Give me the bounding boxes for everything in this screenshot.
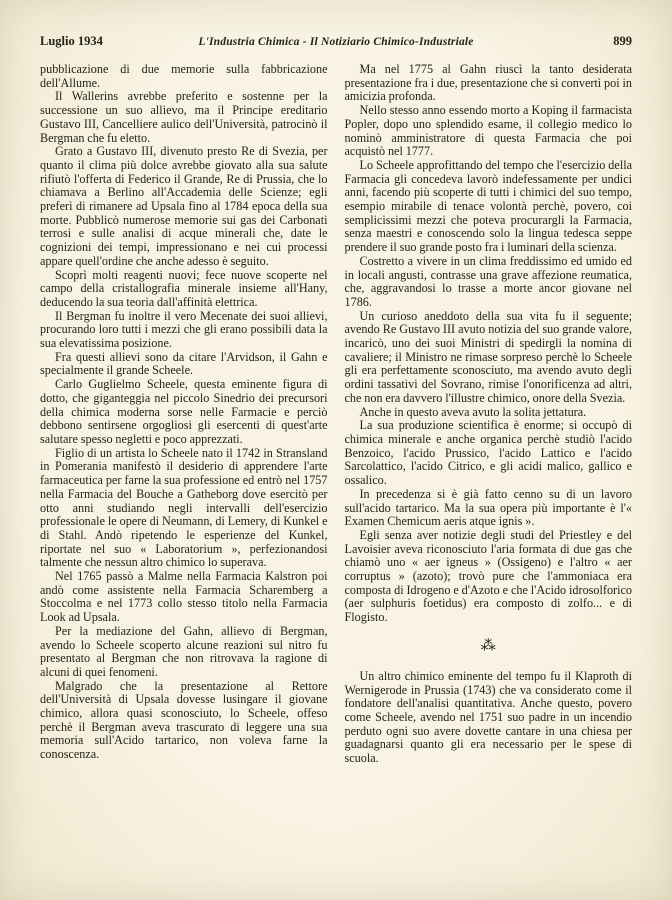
left-column — [40, 63, 328, 766]
paragraph: Un altro chimico eminente del tempo fu il Klaproth di Wernigerode in Prussia (1743) che va considerato come il fondatore dell'analisi quantitativa. Anche questo, povero come Scheele, avendo nel 1751 suo padre in un incendio perduto ogni suo avere dovette cantare in una chiesa per guadagnarsi quanto gli era necessario per le spese di scuola. — [344, 668, 632, 766]
article-body — [40, 63, 632, 766]
issue-date: Luglio 1934 — [40, 34, 103, 48]
journal-title: L'Industria Chimica - Il Notiziario Chimico-Industriale — [198, 36, 474, 48]
page-number: 899 — [613, 34, 632, 48]
paragraph: Grato a Gustavo III, divenuto presto Re di Svezia, per quanto il clima più dolce avrebbe giovato alla sua salute rifiutò l'offerta di Federico il Grande, Re di Prussia, che lo chiamava a Berlino all'Accademia delle Scienze; egli preferì di rimanere ad Upsala fino al 1784 epoca della sua morte. Pubblicò numerose memorie sui gas dei Carbonati terrosi e sulle analisi di acque minerali che, date le cognizioni dei tempi, impressionano e nei cui processi appare quell'ordine che anche adesso è seguito. — [40, 144, 328, 268]
paragraph: Il Wallerins avrebbe preferito e sostenne per la successione un suo allievo, ma il Principe ereditario Gustavo III, Cancelliere aulico dell'Università, patrocinò il Bergman che fu eletto. — [40, 89, 328, 145]
paragraph: La sua produzione scientifica è enorme; si occupò di chimica minerale e anche organica perchè studiò l'acido Benzoico, l'acido Prussico, l'acido Lattico e l'acido Sarcolattico, l'acido Citrico, e gli acidi malico, gallico e ossalico. — [344, 418, 632, 488]
paragraph: Malgrado che la presentazione al Rettore dell'Università di Upsala dovesse lusingare il giovane chimico, allora quasi sconosciuto, lo Scheele, offeso perchè il Bergman aveva trascurato di leggere una sua memoria sull'Acido tartarico, non voleva farne la conoscenza. — [40, 678, 328, 762]
right-column — [345, 63, 633, 766]
paragraph: Il Bergman fu inoltre il vero Mecenate dei suoi allievi, procurando loro tutti i mezzi che gli erano possibili data la sua elevatissima posizione. — [40, 308, 328, 351]
paragraph: Anche in questo aveva avuto la solita jettatura. — [359, 404, 587, 419]
asterism-ornament: ⁂ — [480, 637, 496, 654]
paragraph: Fra questi allievi sono da citare l'Arvidson, il Gahn e specialmente il grande Scheele. — [40, 349, 328, 378]
paragraph: Un curioso aneddoto della sua vita fu il seguente; avendo Re Gustavo III avuto notizia del suo grande valore, incaricò, uno dei suoi Ministri di spedirgli la nomina di cavaliere; il Ministro ne rimase sorpreso perchè lo Scheele gli era perfettamente sconosciuto, ma avendo avuto degli ordini tassativi del Sovrano, rimise l'onorificenza ad altri, che non era davvero l'illustre chimico, onore della Svezia. — [344, 308, 632, 405]
paragraph: Scoprì molti reagenti nuovi; fece nuove scoperte nel campo della cristallografia minerale insieme all'Hany, deducendo la sua teoria dall'affinità elettrica. — [40, 267, 328, 309]
paragraph: Egli senza aver notizie degli studi del Priestley e del Lavoisier aveva riconosciuto l'aria formata di due gas che chiamò uno « aer igneus » (Ossigeno) e l'altro « aer corruptus » (azoto); trovò pure che l'ammoniaca era composta di Idrogeno e d'Azoto e che l'Acido idrosolforico (aer sulphuris foetidus) era composto di zolfo... e di Flogisto. — [344, 527, 632, 625]
page-header — [40, 34, 632, 49]
paragraph: Costretto a vivere in un clima freddissimo ed umido ed in locali angusti, contrasse una grave affezione reumatica, che, aggravandosi lo trasse a morte ancor giovane nel 1786. — [344, 253, 632, 309]
paragraph: Lo Scheele approfittando del tempo che l'esercizio della Farmacia gli concedeva lavorò indefessamente per undici anni, facendo più scoperte di tutti i chimici del suo tempo, esempio mirabile di tenace volontà perchè, povero, coi semplicissimi mezzi che poteva procurargli la Farmacia, senza maestri e conoscendo solo la lingua tedesca seppe prendere il suo grande posto fra i luminari della scienza. — [344, 157, 632, 255]
paragraph: Carlo Guglielmo Scheele, questa eminente figura di dotto, che giganteggia nel piccolo Sinedrio dei precursori della chimica moderna sorse nelle Farmacie e perciò debbono sentirsene orgogliosi gli esercenti di quest'arte salutare spesso negletti e poco apprezzati. — [40, 377, 328, 446]
paragraph: pubblicazione di due memorie sulla fabbricazione dell'Allume. — [40, 62, 328, 90]
paragraph: Per la mediazione del Gahn, allievo di Bergman, avendo lo Scheele scoperto alcune reazioni sul nitro fu presentato al Bergman che non ritrovava la ragione di alcuni di quei fenomeni. — [40, 623, 328, 679]
paragraph: Nello stesso anno essendo morto a Koping il farmacista Popler, dopo uno splendido esame, il collegio medico lo nominò amministratore di questa Farmacia che poi acquistò nel 1777. — [344, 103, 632, 159]
paragraph: In precedenza si è già fatto cenno su di un lavoro sull'acido tartarico. Ma la sua opera più importante è l'« Examen Chemicum aeris atque ignis ». — [344, 486, 632, 529]
paragraph: Figlio di un artista lo Scheele nato il 1742 in Stransland in Pomerania manifestò il desiderio di apprendere l'arte farmaceutica per farne la sua professione ed entrò nel 1757 nella Farmacia del Bouche a Gatheborg dove esercitò per otto anni studiando negli intervalli dell'esercizio professionale le opere di Neumann, di Lemery, di Kunkel e di Stahl. Andò ripetendo le esperienze del Kunkel, riportate nel suo « Laboratorium », perfezionandosi talmente che nessun altro chimico lo superava. — [40, 445, 328, 570]
paragraph: Ma nel 1775 al Gahn riuscì la tanto desiderata presentazione fra i due, presentazione che si convertì poi in amicizia profonda. — [344, 62, 632, 104]
paragraph: Nel 1765 passò a Malme nella Farmacia Kalstron poi andò come assistente nella Farmacia Scharemberg a Stoccolma e nel 1773 collo stesso titolo nella Farmacia Look ad Upsala. — [40, 569, 328, 625]
